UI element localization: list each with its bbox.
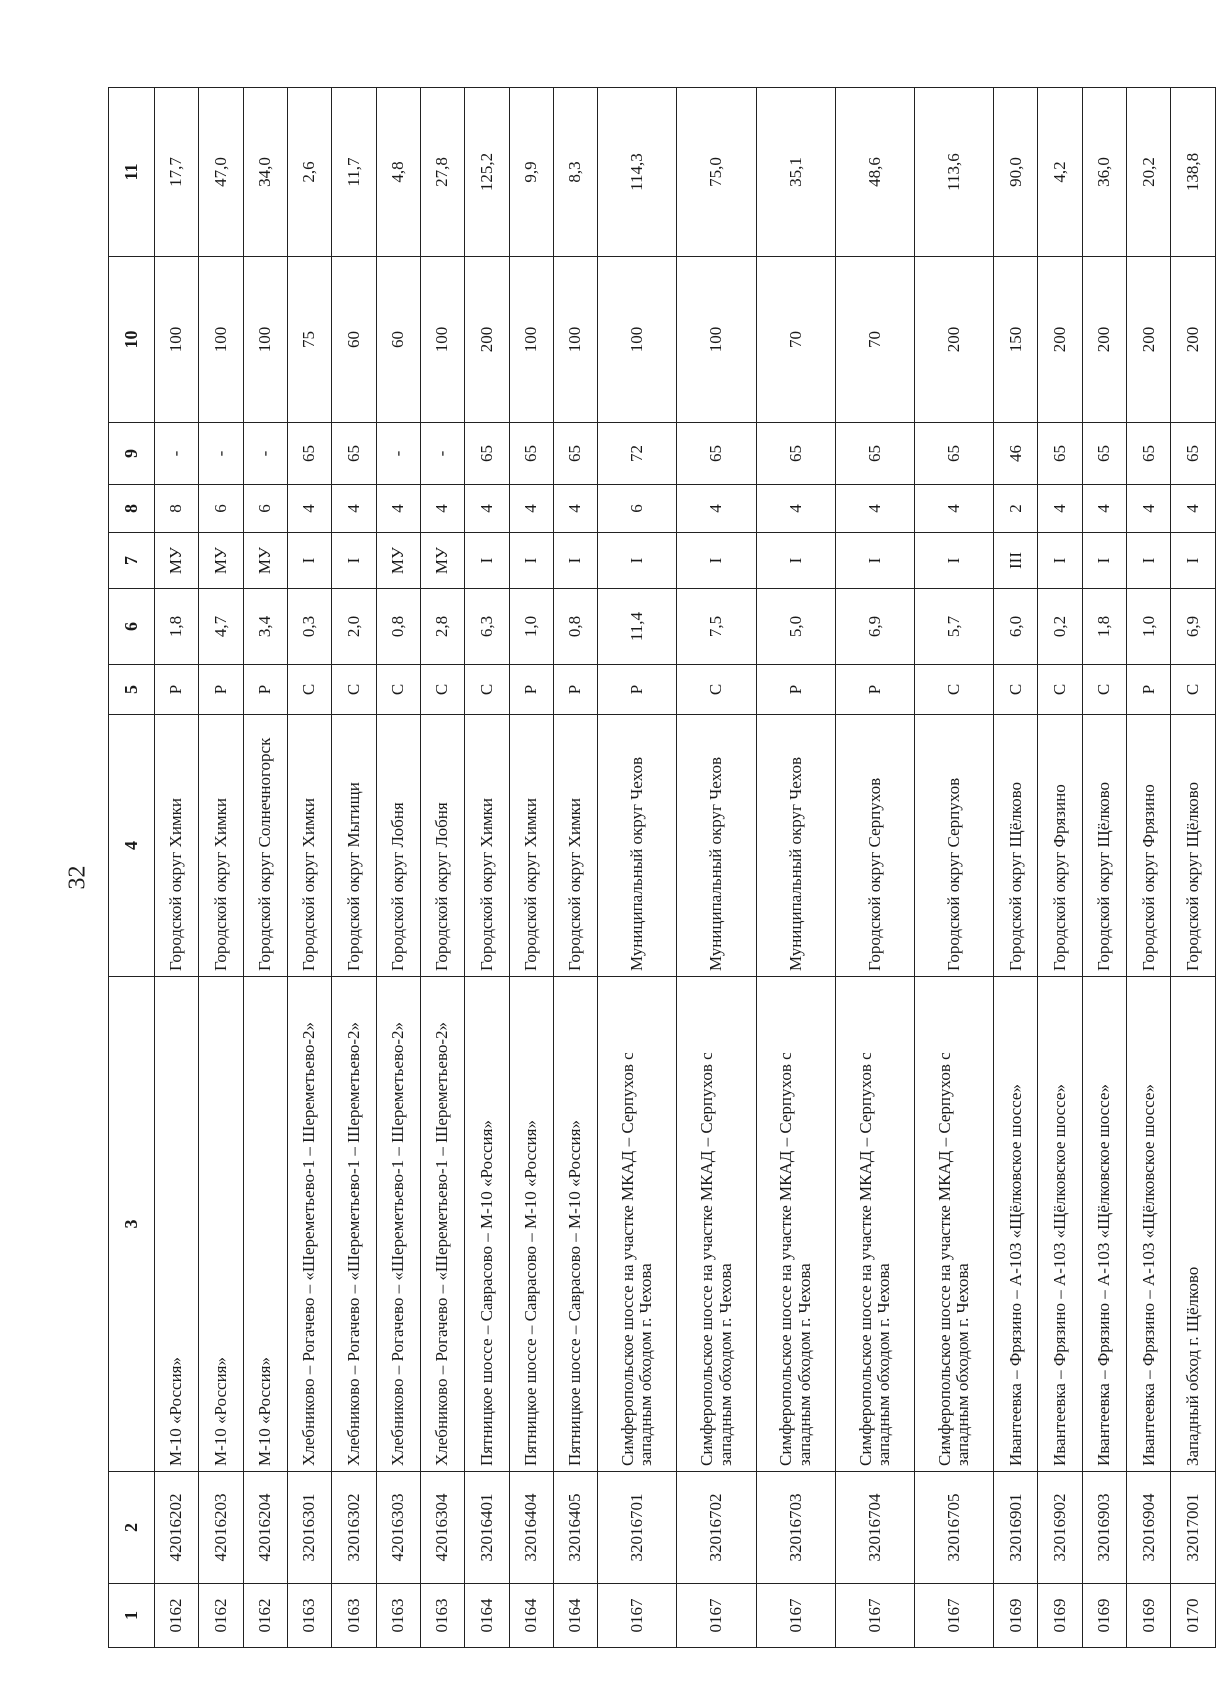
roads-table bbox=[108, 87, 1216, 1648]
cell-category: МУ bbox=[243, 533, 287, 589]
cell-speed-value: - bbox=[199, 423, 243, 485]
cell-lanes: 4 bbox=[1127, 485, 1171, 533]
cell-speed-value: 65 bbox=[677, 423, 756, 485]
cell-section-code: 0162 bbox=[243, 1584, 287, 1648]
cell-lanes: 4 bbox=[420, 485, 464, 533]
cell-capacity-value: 200 bbox=[1127, 257, 1171, 423]
cell-lanes: 4 bbox=[1082, 485, 1126, 533]
cell-road-id: 32017001 bbox=[1171, 1472, 1216, 1584]
cell-road-name: Симферопольское шоссе на участке МКАД – Серпухов с западным обходом г. Чехова bbox=[677, 977, 756, 1472]
cell-road-name: Ивантеевка – Фрязино – А-103 «Щёлковское шоссе» bbox=[1127, 977, 1171, 1472]
cell-length: 6,3 bbox=[465, 589, 509, 665]
table-row bbox=[1127, 88, 1171, 1648]
cell-speed-value: 65 bbox=[1171, 423, 1216, 485]
cell-municipality: Городской округ Мытищи bbox=[332, 715, 376, 977]
cell-road-name: Симферопольское шоссе на участке МКАД – Серпухов с западным обходом г. Чехова bbox=[598, 977, 677, 1472]
cell-municipality: Муниципальный округ Чехов bbox=[598, 715, 677, 977]
cell-length: 1,8 bbox=[1082, 589, 1126, 665]
cell-category: I bbox=[756, 533, 835, 589]
cell-capacity-value: 75 bbox=[287, 257, 331, 423]
cell-length: 4,7 bbox=[199, 589, 243, 665]
cell-section-code: 0167 bbox=[677, 1584, 756, 1648]
table-row bbox=[994, 88, 1038, 1648]
cell-type-code: С bbox=[420, 665, 464, 715]
cell-speed-value: - bbox=[243, 423, 287, 485]
table-row bbox=[1038, 88, 1082, 1648]
cell-municipality: Городской округ Лобня bbox=[376, 715, 420, 977]
cell-section-code: 0163 bbox=[332, 1584, 376, 1648]
cell-type-code: Р bbox=[756, 665, 835, 715]
cell-section-code: 0169 bbox=[1038, 1584, 1082, 1648]
cell-section-code: 0167 bbox=[914, 1584, 993, 1648]
cell-road-id: 32016705 bbox=[914, 1472, 993, 1584]
cell-speed-value: 46 bbox=[994, 423, 1038, 485]
cell-total-value: 11,7 bbox=[332, 88, 376, 257]
cell-capacity-value: 200 bbox=[1171, 257, 1216, 423]
cell-section-code: 0169 bbox=[994, 1584, 1038, 1648]
cell-capacity-value: 70 bbox=[756, 257, 835, 423]
cell-length: 11,4 bbox=[598, 589, 677, 665]
cell-municipality: Городской округ Щёлково bbox=[1171, 715, 1216, 977]
cell-total-value: 125,2 bbox=[465, 88, 509, 257]
cell-category: I bbox=[1127, 533, 1171, 589]
cell-road-id: 32016703 bbox=[756, 1472, 835, 1584]
table-row bbox=[332, 88, 376, 1648]
cell-category: МУ bbox=[420, 533, 464, 589]
cell-section-code: 0167 bbox=[835, 1584, 914, 1648]
cell-municipality: Городской округ Химки bbox=[155, 715, 199, 977]
cell-type-code: Р bbox=[199, 665, 243, 715]
cell-total-value: 47,0 bbox=[199, 88, 243, 257]
cell-lanes: 4 bbox=[914, 485, 993, 533]
table-row bbox=[243, 88, 287, 1648]
cell-capacity-value: 200 bbox=[465, 257, 509, 423]
cell-length: 0,3 bbox=[287, 589, 331, 665]
cell-speed-value: - bbox=[155, 423, 199, 485]
cell-category: МУ bbox=[199, 533, 243, 589]
cell-municipality: Городской округ Серпухов bbox=[914, 715, 993, 977]
cell-section-code: 0169 bbox=[1127, 1584, 1171, 1648]
cell-section-code: 0164 bbox=[509, 1584, 553, 1648]
cell-municipality: Городской округ Солнечногорск bbox=[243, 715, 287, 977]
cell-length: 6,9 bbox=[835, 589, 914, 665]
cell-section-code: 0162 bbox=[199, 1584, 243, 1648]
cell-speed-value: 65 bbox=[332, 423, 376, 485]
cell-type-code: Р bbox=[243, 665, 287, 715]
cell-road-id: 42016304 bbox=[420, 1472, 464, 1584]
cell-municipality: Городской округ Химки bbox=[287, 715, 331, 977]
cell-road-name: Хлебниково – Рогачево – «Шереметьево-1 – Шереметьево-2» bbox=[332, 977, 376, 1472]
cell-type-code: Р bbox=[509, 665, 553, 715]
cell-category: I bbox=[598, 533, 677, 589]
table-row bbox=[835, 88, 914, 1648]
cell-total-value: 4,8 bbox=[376, 88, 420, 257]
cell-road-id: 42016203 bbox=[199, 1472, 243, 1584]
cell-lanes: 4 bbox=[332, 485, 376, 533]
cell-length: 2,8 bbox=[420, 589, 464, 665]
cell-type-code: Р bbox=[835, 665, 914, 715]
cell-total-value: 27,8 bbox=[420, 88, 464, 257]
table-row bbox=[677, 88, 756, 1648]
cell-type-code: Р bbox=[1127, 665, 1171, 715]
cell-road-id: 32016704 bbox=[835, 1472, 914, 1584]
cell-road-name: Ивантеевка – Фрязино – А-103 «Щёлковское шоссе» bbox=[1038, 977, 1082, 1472]
column-header-8: 8 bbox=[109, 485, 155, 533]
table-row bbox=[553, 88, 597, 1648]
cell-section-code: 0163 bbox=[420, 1584, 464, 1648]
cell-road-id: 32016901 bbox=[994, 1472, 1038, 1584]
table-header-row bbox=[109, 88, 155, 1648]
cell-length: 5,7 bbox=[914, 589, 993, 665]
cell-capacity-value: 200 bbox=[1038, 257, 1082, 423]
cell-speed-value: 65 bbox=[287, 423, 331, 485]
cell-lanes: 6 bbox=[199, 485, 243, 533]
cell-category: I bbox=[287, 533, 331, 589]
cell-section-code: 0164 bbox=[465, 1584, 509, 1648]
column-header-6: 6 bbox=[109, 589, 155, 665]
cell-road-id: 32016904 bbox=[1127, 1472, 1171, 1584]
cell-road-id: 32016302 bbox=[332, 1472, 376, 1584]
cell-capacity-value: 70 bbox=[835, 257, 914, 423]
cell-lanes: 4 bbox=[835, 485, 914, 533]
table-row bbox=[914, 88, 993, 1648]
cell-type-code: С bbox=[376, 665, 420, 715]
cell-road-id: 32016701 bbox=[598, 1472, 677, 1584]
cell-total-value: 90,0 bbox=[994, 88, 1038, 257]
cell-capacity-value: 100 bbox=[553, 257, 597, 423]
cell-lanes: 4 bbox=[465, 485, 509, 533]
cell-lanes: 6 bbox=[243, 485, 287, 533]
cell-length: 1,8 bbox=[155, 589, 199, 665]
cell-speed-value: 65 bbox=[914, 423, 993, 485]
cell-road-id: 32016404 bbox=[509, 1472, 553, 1584]
cell-lanes: 6 bbox=[598, 485, 677, 533]
cell-road-name: Симферопольское шоссе на участке МКАД – Серпухов с западным обходом г. Чехова bbox=[835, 977, 914, 1472]
cell-municipality: Городской округ Серпухов bbox=[835, 715, 914, 977]
cell-road-id: 42016303 bbox=[376, 1472, 420, 1584]
cell-type-code: С bbox=[1082, 665, 1126, 715]
cell-road-name: Пятницкое шоссе – Саврасово – М-10 «Россия» bbox=[553, 977, 597, 1472]
cell-type-code: Р bbox=[598, 665, 677, 715]
cell-section-code: 0169 bbox=[1082, 1584, 1126, 1648]
table-row bbox=[420, 88, 464, 1648]
cell-road-name: М-10 «Россия» bbox=[199, 977, 243, 1472]
cell-type-code: С bbox=[465, 665, 509, 715]
cell-category: I bbox=[509, 533, 553, 589]
cell-municipality: Муниципальный округ Чехов bbox=[756, 715, 835, 977]
table-row bbox=[287, 88, 331, 1648]
table-row bbox=[376, 88, 420, 1648]
cell-type-code: С bbox=[1038, 665, 1082, 715]
cell-total-value: 113,6 bbox=[914, 88, 993, 257]
cell-type-code: С bbox=[287, 665, 331, 715]
table-row bbox=[756, 88, 835, 1648]
cell-municipality: Городской округ Лобня bbox=[420, 715, 464, 977]
column-header-1: 1 bbox=[109, 1584, 155, 1648]
cell-section-code: 0163 bbox=[287, 1584, 331, 1648]
cell-category: МУ bbox=[376, 533, 420, 589]
cell-section-code: 0162 bbox=[155, 1584, 199, 1648]
cell-type-code: Р bbox=[553, 665, 597, 715]
cell-road-id: 42016204 bbox=[243, 1472, 287, 1584]
cell-type-code: Р bbox=[155, 665, 199, 715]
cell-length: 3,4 bbox=[243, 589, 287, 665]
cell-municipality: Городской округ Химки bbox=[199, 715, 243, 977]
cell-municipality: Городской округ Щёлково bbox=[994, 715, 1038, 977]
cell-total-value: 114,3 bbox=[598, 88, 677, 257]
table-row bbox=[155, 88, 199, 1648]
cell-road-name: Пятницкое шоссе – Саврасово – М-10 «Россия» bbox=[465, 977, 509, 1472]
cell-road-name: Хлебниково – Рогачево – «Шереметьево-1 – Шереметьево-2» bbox=[287, 977, 331, 1472]
cell-total-value: 8,3 bbox=[553, 88, 597, 257]
cell-road-id: 32016902 bbox=[1038, 1472, 1082, 1584]
table-row bbox=[465, 88, 509, 1648]
cell-total-value: 35,1 bbox=[756, 88, 835, 257]
cell-lanes: 4 bbox=[1171, 485, 1216, 533]
cell-length: 1,0 bbox=[509, 589, 553, 665]
cell-speed-value: 65 bbox=[1082, 423, 1126, 485]
cell-category: I bbox=[465, 533, 509, 589]
column-header-3: 3 bbox=[109, 977, 155, 1472]
cell-capacity-value: 100 bbox=[598, 257, 677, 423]
table-row bbox=[509, 88, 553, 1648]
cell-length: 1,0 bbox=[1127, 589, 1171, 665]
cell-category: I bbox=[1082, 533, 1126, 589]
cell-speed-value: - bbox=[376, 423, 420, 485]
cell-lanes: 2 bbox=[994, 485, 1038, 533]
cell-section-code: 0167 bbox=[756, 1584, 835, 1648]
cell-speed-value: 72 bbox=[598, 423, 677, 485]
cell-municipality: Городской округ Химки bbox=[553, 715, 597, 977]
cell-capacity-value: 100 bbox=[509, 257, 553, 423]
cell-capacity-value: 60 bbox=[376, 257, 420, 423]
cell-capacity-value: 60 bbox=[332, 257, 376, 423]
cell-total-value: 9,9 bbox=[509, 88, 553, 257]
cell-road-id: 42016202 bbox=[155, 1472, 199, 1584]
column-header-11: 11 bbox=[109, 88, 155, 257]
cell-lanes: 4 bbox=[1038, 485, 1082, 533]
cell-capacity-value: 100 bbox=[420, 257, 464, 423]
cell-municipality: Муниципальный округ Чехов bbox=[677, 715, 756, 977]
cell-length: 7,5 bbox=[677, 589, 756, 665]
cell-speed-value: 65 bbox=[465, 423, 509, 485]
cell-municipality: Городской округ Фрязино bbox=[1127, 715, 1171, 977]
cell-category: I bbox=[914, 533, 993, 589]
cell-total-value: 17,7 bbox=[155, 88, 199, 257]
cell-length: 0,8 bbox=[376, 589, 420, 665]
cell-type-code: С bbox=[914, 665, 993, 715]
cell-category: МУ bbox=[155, 533, 199, 589]
cell-municipality: Городской округ Химки bbox=[465, 715, 509, 977]
cell-road-name: Хлебниково – Рогачево – «Шереметьево-1 – Шереметьево-2» bbox=[376, 977, 420, 1472]
cell-capacity-value: 200 bbox=[1082, 257, 1126, 423]
cell-lanes: 4 bbox=[376, 485, 420, 533]
cell-lanes: 4 bbox=[756, 485, 835, 533]
cell-municipality: Городской округ Химки bbox=[509, 715, 553, 977]
cell-speed-value: 65 bbox=[553, 423, 597, 485]
cell-lanes: 4 bbox=[677, 485, 756, 533]
cell-category: I bbox=[1038, 533, 1082, 589]
table-row bbox=[1171, 88, 1216, 1648]
cell-total-value: 34,0 bbox=[243, 88, 287, 257]
cell-road-name: Западный обход г. Щёлково bbox=[1171, 977, 1216, 1472]
cell-capacity-value: 100 bbox=[155, 257, 199, 423]
cell-type-code: С bbox=[1171, 665, 1216, 715]
cell-section-code: 0164 bbox=[553, 1584, 597, 1648]
column-header-9: 9 bbox=[109, 423, 155, 485]
column-header-5: 5 bbox=[109, 665, 155, 715]
cell-category: III bbox=[994, 533, 1038, 589]
cell-lanes: 4 bbox=[287, 485, 331, 533]
cell-category: I bbox=[553, 533, 597, 589]
cell-capacity-value: 100 bbox=[243, 257, 287, 423]
table-row bbox=[199, 88, 243, 1648]
cell-road-id: 32016903 bbox=[1082, 1472, 1126, 1584]
cell-speed-value: 65 bbox=[509, 423, 553, 485]
cell-speed-value: 65 bbox=[835, 423, 914, 485]
table-body bbox=[155, 88, 1216, 1648]
cell-category: I bbox=[677, 533, 756, 589]
cell-type-code: С bbox=[677, 665, 756, 715]
column-header-10: 10 bbox=[109, 257, 155, 423]
cell-speed-value: 65 bbox=[756, 423, 835, 485]
column-header-2: 2 bbox=[109, 1472, 155, 1584]
cell-type-code: С bbox=[332, 665, 376, 715]
cell-length: 6,9 bbox=[1171, 589, 1216, 665]
table-row bbox=[1082, 88, 1126, 1648]
cell-category: I bbox=[1171, 533, 1216, 589]
cell-total-value: 36,0 bbox=[1082, 88, 1126, 257]
cell-speed-value: - bbox=[420, 423, 464, 485]
cell-section-code: 0167 bbox=[598, 1584, 677, 1648]
cell-total-value: 48,6 bbox=[835, 88, 914, 257]
cell-road-name: М-10 «Россия» bbox=[243, 977, 287, 1472]
cell-capacity-value: 100 bbox=[677, 257, 756, 423]
cell-category: I bbox=[835, 533, 914, 589]
cell-road-id: 32016401 bbox=[465, 1472, 509, 1584]
column-header-7: 7 bbox=[109, 533, 155, 589]
cell-road-name: Хлебниково – Рогачево – «Шереметьево-1 – Шереметьево-2» bbox=[420, 977, 464, 1472]
cell-road-id: 32016702 bbox=[677, 1472, 756, 1584]
cell-total-value: 75,0 bbox=[677, 88, 756, 257]
cell-municipality: Городской округ Фрязино bbox=[1038, 715, 1082, 977]
cell-length: 6,0 bbox=[994, 589, 1038, 665]
cell-length: 0,2 bbox=[1038, 589, 1082, 665]
cell-lanes: 4 bbox=[509, 485, 553, 533]
cell-municipality: Городской округ Щёлково bbox=[1082, 715, 1126, 977]
cell-road-name: Ивантеевка – Фрязино – А-103 «Щёлковское шоссе» bbox=[994, 977, 1038, 1472]
cell-length: 5,0 bbox=[756, 589, 835, 665]
cell-speed-value: 65 bbox=[1127, 423, 1171, 485]
cell-capacity-value: 150 bbox=[994, 257, 1038, 423]
cell-section-code: 0163 bbox=[376, 1584, 420, 1648]
cell-road-name: Ивантеевка – Фрязино – А-103 «Щёлковское шоссе» bbox=[1082, 977, 1126, 1472]
cell-speed-value: 65 bbox=[1038, 423, 1082, 485]
cell-road-name: Симферопольское шоссе на участке МКАД – Серпухов с западным обходом г. Чехова bbox=[914, 977, 993, 1472]
cell-lanes: 8 bbox=[155, 485, 199, 533]
cell-category: I bbox=[332, 533, 376, 589]
cell-total-value: 4,2 bbox=[1038, 88, 1082, 257]
cell-section-code: 0170 bbox=[1171, 1584, 1216, 1648]
cell-total-value: 2,6 bbox=[287, 88, 331, 257]
column-header-4: 4 bbox=[109, 715, 155, 977]
cell-road-id: 32016301 bbox=[287, 1472, 331, 1584]
cell-capacity-value: 200 bbox=[914, 257, 993, 423]
cell-lanes: 4 bbox=[553, 485, 597, 533]
page-number: 32 bbox=[64, 865, 91, 890]
cell-capacity-value: 100 bbox=[199, 257, 243, 423]
cell-total-value: 138,8 bbox=[1171, 88, 1216, 257]
cell-road-name: Пятницкое шоссе – Саврасово – М-10 «Россия» bbox=[509, 977, 553, 1472]
cell-length: 0,8 bbox=[553, 589, 597, 665]
cell-road-name: Симферопольское шоссе на участке МКАД – Серпухов с западным обходом г. Чехова bbox=[756, 977, 835, 1472]
cell-total-value: 20,2 bbox=[1127, 88, 1171, 257]
table-row bbox=[598, 88, 677, 1648]
document-table-container bbox=[108, 88, 1216, 1648]
cell-road-name: М-10 «Россия» bbox=[155, 977, 199, 1472]
cell-road-id: 32016405 bbox=[553, 1472, 597, 1584]
cell-type-code: С bbox=[994, 665, 1038, 715]
cell-length: 2,0 bbox=[332, 589, 376, 665]
